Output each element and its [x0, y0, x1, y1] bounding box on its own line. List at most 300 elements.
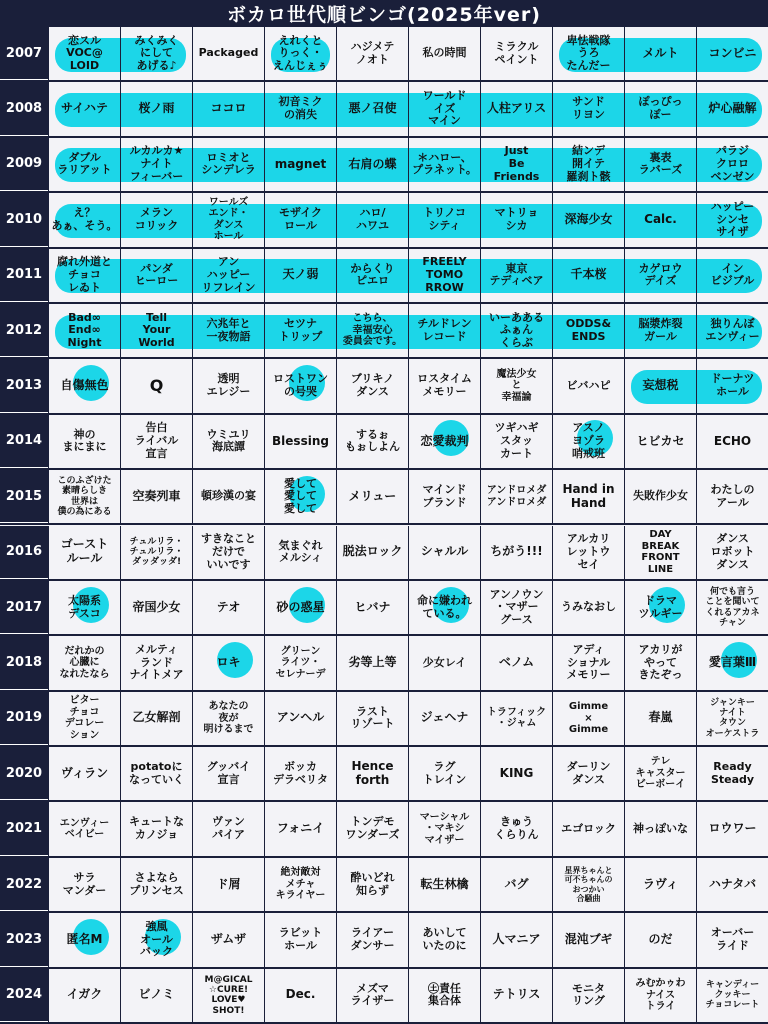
- song-cell: [264, 470, 336, 523]
- song-cell: [624, 359, 696, 412]
- song-title: ラビット ホール: [278, 926, 323, 952]
- song-title: 砂の惑星: [276, 599, 325, 614]
- song-title: 初音ミク の消失: [278, 95, 323, 122]
- bingo-row-2014: [0, 415, 768, 470]
- song-cell: [336, 193, 408, 246]
- bingo-grid: [0, 27, 768, 1024]
- song-cell: [624, 913, 696, 966]
- song-title: 右肩の蝶: [348, 156, 397, 171]
- song-title: 桜ノ雨: [138, 101, 175, 116]
- song-cell: [552, 581, 624, 634]
- song-cell: [552, 802, 624, 855]
- song-title: 結ンデ 開イテ 羅刹ト骸: [566, 144, 611, 183]
- song-title: エンヴィー ベイビー: [59, 817, 110, 841]
- song-title: アスノ ヨゾラ 哨戒班: [572, 421, 605, 460]
- song-title: 千本桜: [570, 267, 607, 282]
- song-cell: [552, 913, 624, 966]
- year-label: 2013: [0, 359, 48, 412]
- song-title: モニタ リング: [572, 981, 605, 1008]
- song-cell: [696, 27, 768, 80]
- song-title: 乙女解剖: [132, 710, 181, 725]
- song-cell: [264, 138, 336, 191]
- song-title: ヴィラン: [60, 765, 109, 780]
- song-cell: [552, 526, 624, 579]
- song-cell: [192, 526, 264, 579]
- song-cell: [552, 969, 624, 1022]
- song-title: 愛言葉Ⅲ: [708, 655, 757, 670]
- song-title: えれくと りっく・ えんじぇぅ: [273, 33, 328, 72]
- song-title: 酔いどれ 知らず: [350, 870, 395, 897]
- song-cell: [480, 249, 552, 302]
- song-title: 星界ちゃんと 可不ちゃんの おつかい 合騒曲: [564, 866, 613, 903]
- song-cell: [624, 747, 696, 800]
- song-cell: [408, 249, 480, 302]
- song-cell: [696, 249, 768, 302]
- song-title: 何でも言う ことを聞いて くれるアカネ チャン: [705, 586, 760, 628]
- song-cell: [192, 969, 264, 1022]
- song-cell: [480, 747, 552, 800]
- song-title: 脱法ロック: [342, 544, 403, 559]
- song-cell: [192, 193, 264, 246]
- song-cell: [264, 636, 336, 689]
- song-cell: [336, 470, 408, 523]
- song-cell: [480, 526, 552, 579]
- song-cell: [336, 692, 408, 745]
- song-cell: [408, 526, 480, 579]
- bingo-title: ボカロ世代順ビンゴ(2025年ver): [227, 4, 541, 26]
- song-cell: [120, 359, 192, 412]
- song-cell: [192, 359, 264, 412]
- song-title: ザムザ: [210, 932, 247, 946]
- song-cell: [552, 692, 624, 745]
- song-title: 恋愛裁判: [420, 433, 469, 448]
- song-cell: [336, 858, 408, 911]
- song-title: ゴースト ルール: [60, 537, 109, 566]
- song-title: メルト: [642, 45, 679, 60]
- year-label: 2009: [0, 138, 48, 191]
- song-cell: [120, 470, 192, 523]
- song-title: ちがう!!!: [490, 544, 543, 559]
- song-title: M@GICAL ☆CURE! LOVE♥ SHOT!: [204, 974, 253, 1016]
- song-cell: [624, 82, 696, 135]
- song-cell: [264, 27, 336, 80]
- song-title: ドラマ ツルギー: [638, 593, 683, 620]
- song-cell: [696, 581, 768, 634]
- song-cell: [264, 304, 336, 357]
- song-title: 裏表 ラバーズ: [638, 150, 683, 177]
- song-cell: [624, 138, 696, 191]
- song-title: ビバハピ: [566, 378, 611, 392]
- song-title: ロストワン の号哭: [273, 372, 328, 399]
- song-cell: [696, 969, 768, 1022]
- song-title: 六兆年と 一夜物語: [206, 316, 251, 343]
- song-title: テトリス: [492, 987, 541, 1002]
- song-cell: [696, 747, 768, 800]
- bingo-row-2024: [0, 969, 768, 1024]
- song-title: あなたの 夜が 明けるまで: [203, 701, 254, 736]
- song-title: 神の まにまに: [62, 427, 107, 454]
- song-cell: [696, 138, 768, 191]
- song-title: アディ ショナル メモリー: [566, 642, 611, 682]
- song-cell: [264, 249, 336, 302]
- song-title: Just Be Friends: [493, 144, 540, 183]
- song-title: ヒバナ: [354, 599, 391, 614]
- song-title: ラグ トレイン: [422, 760, 467, 786]
- song-cell: [408, 858, 480, 911]
- song-cell: [552, 304, 624, 357]
- song-title: ワールド イズ マイン: [422, 89, 467, 128]
- song-cell: [120, 581, 192, 634]
- song-title: Dec.: [285, 987, 316, 1002]
- song-cell: [552, 193, 624, 246]
- song-title: 透明 エレジー: [206, 372, 251, 399]
- song-title: ビノミ: [138, 987, 175, 1002]
- song-cell: [192, 858, 264, 911]
- song-cell: [120, 802, 192, 855]
- song-title: うみなおし: [561, 600, 616, 614]
- song-cell: [48, 193, 120, 246]
- song-title: だれかの 心臓に なれたなら: [59, 645, 110, 680]
- song-cell: [336, 913, 408, 966]
- year-label: 2023: [0, 913, 48, 966]
- song-title: ロミオと シンデレラ: [201, 150, 256, 177]
- song-cell: [408, 581, 480, 634]
- song-cell: [120, 526, 192, 579]
- song-title: ダーリン ダンス: [566, 760, 611, 786]
- song-title: シャルル: [420, 544, 469, 559]
- song-title: ぽっぴっ ぽー: [638, 95, 683, 122]
- song-cell: [336, 526, 408, 579]
- song-title: ODDS& ENDS: [565, 316, 612, 343]
- song-title: ジェヘナ: [420, 710, 469, 725]
- song-title: 妄想税: [642, 378, 679, 393]
- song-cell: [48, 415, 120, 468]
- year-label: 2018: [0, 636, 48, 689]
- song-title: Tell Your World: [138, 310, 175, 349]
- song-cell: [552, 636, 624, 689]
- song-title: ウミユリ 海底譚: [206, 427, 251, 454]
- song-cell: [480, 969, 552, 1022]
- bingo-row-2018: [0, 636, 768, 691]
- song-title: Ready Steady: [710, 760, 755, 786]
- song-cell: [696, 692, 768, 745]
- song-title: Gimme × Gimme: [568, 701, 609, 736]
- song-title: 魔法少女 と 幸福論: [496, 368, 537, 403]
- song-cell: [120, 747, 192, 800]
- bingo-row-2020: [0, 747, 768, 802]
- year-label: 2007: [0, 27, 48, 80]
- song-cell: [552, 138, 624, 191]
- song-title: 強風 オール バック: [140, 919, 173, 959]
- song-title: アン ハッピー リフレイン: [201, 255, 256, 294]
- bingo-row-2015: [0, 470, 768, 525]
- song-title: バグ: [504, 876, 529, 891]
- song-title: トンデモ ワンダーズ: [345, 815, 400, 842]
- year-label: 2010: [0, 193, 48, 246]
- song-title: トリノコ シティ: [422, 206, 466, 232]
- title-bar: [0, 0, 768, 27]
- song-cell: [552, 747, 624, 800]
- song-cell: [408, 415, 480, 468]
- song-cell: [48, 138, 120, 191]
- song-title: サンド リヨン: [572, 95, 605, 122]
- song-title: ECHO: [713, 433, 752, 448]
- song-cell: [48, 82, 120, 135]
- song-title: 私の時間: [422, 46, 467, 60]
- song-cell: [120, 193, 192, 246]
- song-cell: [696, 359, 768, 412]
- song-title: ラヴィ: [642, 876, 679, 891]
- song-cell: [624, 249, 696, 302]
- song-title: 炉心融解: [708, 101, 757, 116]
- song-cell: [696, 470, 768, 523]
- bingo-row-2023: [0, 913, 768, 968]
- song-cell: [480, 858, 552, 911]
- song-cell: [264, 193, 336, 246]
- song-cell: [264, 82, 336, 135]
- song-cell: [480, 193, 552, 246]
- song-cell: [192, 27, 264, 80]
- song-cell: [120, 692, 192, 745]
- song-title: テオ: [216, 599, 241, 614]
- song-title: みむかゥわ ナイス トライ: [635, 978, 686, 1013]
- song-title: のだ: [648, 932, 673, 946]
- song-cell: [120, 415, 192, 468]
- song-cell: [336, 138, 408, 191]
- bingo-row-2016: [0, 526, 768, 581]
- year-label: 2015: [0, 470, 48, 523]
- song-title: テレ キャスター ビーボーイ: [635, 756, 686, 791]
- song-cell: [192, 636, 264, 689]
- song-title: ハジメテ ノオト: [350, 40, 395, 66]
- song-cell: [48, 747, 120, 800]
- song-title: ドーナツ ホール: [710, 372, 755, 399]
- song-title: 恋スル VOC@ LOID: [66, 33, 103, 72]
- song-title: ヴァン パイア: [212, 815, 245, 842]
- song-title: からくり ピエロ: [350, 261, 395, 288]
- song-title: ロウワー: [708, 821, 757, 836]
- song-title: 失敗作少女: [633, 489, 688, 503]
- song-cell: [120, 636, 192, 689]
- song-title: ダンス ロボット ダンス: [710, 532, 755, 571]
- song-title: 愛して 愛して 愛して: [284, 476, 317, 516]
- song-cell: [264, 581, 336, 634]
- song-title: potatoに なっていく: [129, 760, 184, 786]
- year-label: 2011: [0, 249, 48, 302]
- song-cell: [552, 249, 624, 302]
- song-cell: [192, 415, 264, 468]
- song-cell: [696, 802, 768, 855]
- song-cell: [264, 969, 336, 1022]
- bingo-row-2012: [0, 304, 768, 359]
- song-cell: [408, 27, 480, 80]
- year-label: 2019: [0, 692, 48, 745]
- song-title: 命に嫌われ ている。: [417, 593, 472, 620]
- song-title: ダブル ラリアット: [57, 150, 112, 177]
- song-cell: [264, 359, 336, 412]
- song-title: 気まぐれ メルシィ: [278, 538, 323, 565]
- song-cell: [696, 526, 768, 579]
- song-cell: [48, 858, 120, 911]
- song-cell: [336, 304, 408, 357]
- song-title: ツギハギ スタッ カート: [494, 421, 539, 460]
- song-cell: [624, 193, 696, 246]
- song-title: グリーン ライツ・ セレナーデ: [275, 645, 326, 680]
- song-title: メラン コリック: [134, 206, 179, 232]
- song-cell: [192, 692, 264, 745]
- song-cell: [192, 82, 264, 135]
- song-title: ライアー ダンサー: [350, 926, 395, 952]
- song-cell: [120, 138, 192, 191]
- song-title: セツナ トリップ: [278, 316, 323, 343]
- song-cell: [624, 304, 696, 357]
- song-cell: [624, 526, 696, 579]
- song-cell: [480, 138, 552, 191]
- song-title: 東京 テディベア: [489, 261, 544, 288]
- song-title: アンノウン ・マザー グース: [489, 587, 544, 626]
- song-title: キュートな カノジョ: [129, 815, 184, 842]
- bingo-row-2017: [0, 581, 768, 636]
- song-title: ラスト リゾート: [350, 704, 395, 731]
- year-label: 2008: [0, 82, 48, 135]
- song-title: トラフィック ・ジャム: [486, 706, 547, 730]
- song-title: キャンディー クッキー チョコレート: [705, 979, 760, 1011]
- song-title: いーあある ふぁん くらぶ: [489, 310, 544, 349]
- song-cell: [408, 913, 480, 966]
- song-title: アンヘル: [276, 710, 325, 725]
- song-cell: [624, 470, 696, 523]
- song-cell: [192, 470, 264, 523]
- song-title: マインド ブランド: [422, 483, 467, 509]
- song-title: さよなら プリンセス: [129, 870, 184, 897]
- song-title: サイハテ: [61, 101, 108, 116]
- song-title: 独りんぼ エンヴィー: [705, 316, 760, 343]
- song-cell: [264, 747, 336, 800]
- song-cell: [408, 470, 480, 523]
- song-title: コンビニ: [708, 45, 757, 60]
- song-title: サラ マンダー: [62, 870, 107, 897]
- song-title: 太陽系 デスコ: [68, 593, 101, 620]
- song-title: Hence forth: [351, 758, 394, 787]
- song-cell: [192, 249, 264, 302]
- song-cell: [696, 82, 768, 135]
- song-cell: [192, 138, 264, 191]
- song-title: ハッピー シンセ サイザ: [710, 199, 755, 239]
- song-title: わたしの アール: [710, 483, 755, 509]
- song-cell: [480, 304, 552, 357]
- song-title: パンダ ヒーロー: [134, 261, 179, 288]
- song-cell: [120, 249, 192, 302]
- song-cell: [480, 27, 552, 80]
- year-label: 2021: [0, 802, 48, 855]
- song-title: 悪ノ召使: [348, 101, 397, 116]
- song-title: 告白 ライバル 宣言: [134, 421, 179, 460]
- song-cell: [264, 526, 336, 579]
- song-title: Hand in Hand: [562, 482, 615, 510]
- song-title: パラジ クロロ ベンゼン: [710, 144, 755, 183]
- song-cell: [192, 581, 264, 634]
- bingo-row-2007: [0, 27, 768, 82]
- song-cell: [120, 27, 192, 80]
- song-title: 劣等上等: [348, 655, 397, 670]
- year-label: 2014: [0, 415, 48, 468]
- song-title: ヒビカセ: [636, 433, 685, 448]
- song-cell: [48, 636, 120, 689]
- song-cell: [408, 636, 480, 689]
- bingo-row-2009: [0, 138, 768, 193]
- song-title: ベノム: [498, 655, 535, 670]
- song-title: みくみく にして あげる♪: [134, 33, 179, 72]
- song-cell: [336, 969, 408, 1022]
- song-cell: [408, 193, 480, 246]
- song-cell: [624, 802, 696, 855]
- song-title: ＊ハロー、 プラネット。: [412, 150, 477, 177]
- song-title: アンドロメダ アンドロメダ: [486, 485, 547, 508]
- song-title: FREELY TOMO RROW: [422, 255, 467, 294]
- song-cell: [336, 249, 408, 302]
- song-cell: [336, 636, 408, 689]
- song-title: ボッカ デラベリタ: [273, 760, 328, 786]
- song-title: イン ビジブル: [710, 261, 755, 288]
- year-label: 2020: [0, 747, 48, 800]
- song-title: カゲロウ デイズ: [638, 261, 683, 288]
- song-title: 神っぽいな: [633, 821, 688, 835]
- song-cell: [552, 359, 624, 412]
- song-title: 混沌ブギ: [564, 932, 613, 946]
- song-title: チュルリラ・ チュルリラ・ ダッダッダ!: [129, 536, 184, 568]
- song-cell: [408, 969, 480, 1022]
- song-title: Bad∞ End∞ Night: [67, 310, 102, 349]
- song-title: ワールズ エンド・ ダンス ホール: [208, 196, 249, 243]
- song-cell: [336, 82, 408, 135]
- song-title: メリュー: [348, 488, 397, 503]
- song-title: 人柱アリス: [486, 101, 547, 116]
- song-title: Blessing: [272, 433, 329, 448]
- song-title: アルカリ レットウ セイ: [566, 532, 611, 571]
- song-cell: [480, 913, 552, 966]
- song-cell: [336, 802, 408, 855]
- song-title: 卑怯戦隊 うろ たんだー: [566, 33, 611, 72]
- song-cell: [624, 969, 696, 1022]
- song-cell: [696, 636, 768, 689]
- song-cell: [624, 858, 696, 911]
- song-title: magnet: [274, 156, 327, 171]
- song-cell: [48, 359, 120, 412]
- song-title: メルティ ランド ナイトメア: [129, 642, 184, 682]
- song-title: あいして いたのに: [422, 926, 467, 952]
- song-cell: [696, 193, 768, 246]
- bingo-row-2022: [0, 858, 768, 913]
- song-cell: [696, 415, 768, 468]
- song-title: マトリョ シカ: [494, 206, 539, 232]
- bingo-row-2013: [0, 359, 768, 414]
- song-title: モザイク ロール: [278, 206, 322, 232]
- song-title: 天ノ弱: [282, 267, 319, 282]
- song-cell: [480, 581, 552, 634]
- song-cell: [624, 27, 696, 80]
- song-title: 少女レイ: [422, 655, 467, 669]
- song-cell: [264, 802, 336, 855]
- song-title: ㊏責任 集合体: [428, 981, 461, 1008]
- song-title: 匿名M: [66, 932, 103, 946]
- song-cell: [408, 359, 480, 412]
- song-cell: [552, 470, 624, 523]
- song-cell: [264, 415, 336, 468]
- song-title: すきなこと だけで いいです: [201, 532, 256, 571]
- song-cell: [264, 913, 336, 966]
- song-cell: [264, 692, 336, 745]
- song-title: イガク: [66, 987, 103, 1002]
